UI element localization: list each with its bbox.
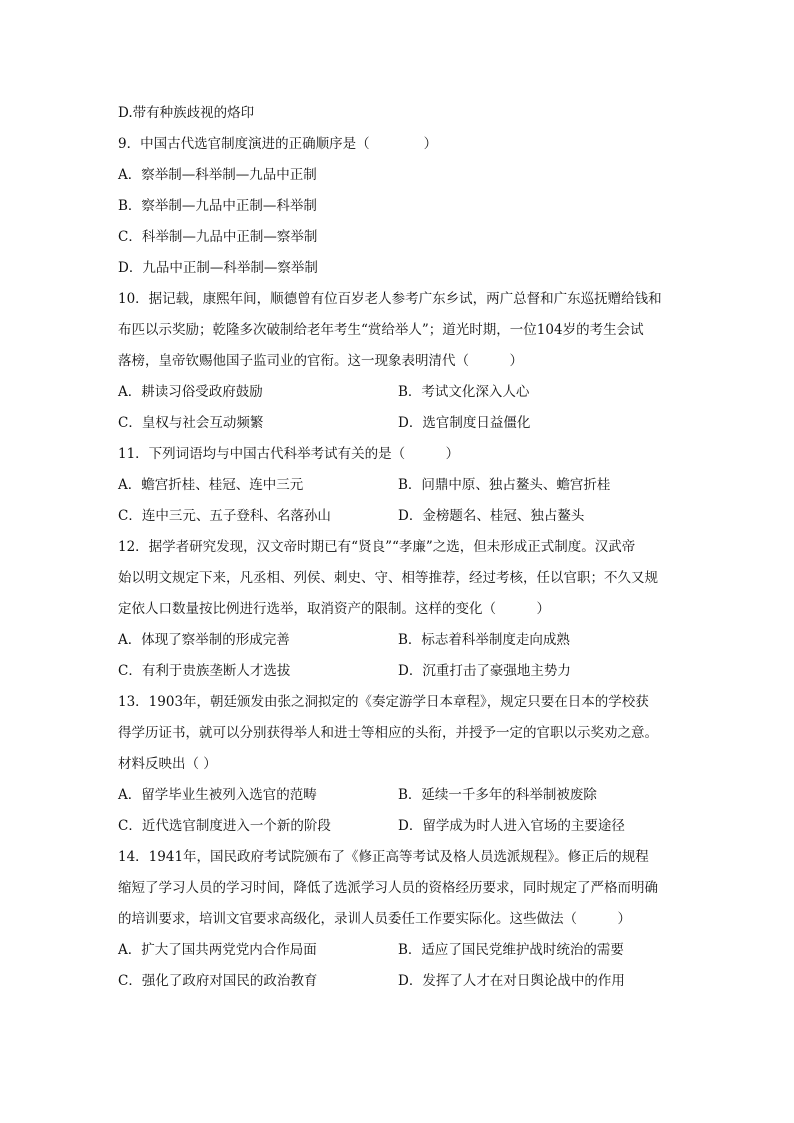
q13-options-row-1: [118, 780, 688, 811]
exam-page: [118, 98, 688, 997]
q10-option-c: C．皇权与社会互动频繁: [118, 415, 264, 431]
q13-option-b: B．延续一千多年的科举制被废除: [398, 787, 597, 803]
q12-option-a: A．体现了察举制的形成完善: [118, 632, 290, 648]
q14-stem-line-2: 缩短了学习人员的学习时间，降低了选派学习人员的资格经历要求，同时规定了严格而明确: [118, 880, 658, 896]
q10-option-b: B．考试文化深入人心: [398, 384, 530, 400]
q8-option-d: D.带有种族歧视的烙印: [118, 105, 255, 121]
q11-options-row-2: [118, 501, 688, 532]
q14-options-row-1: [118, 935, 688, 966]
q11-option-b: B．问鼎中原、独占鳌头、蟾宫折桂: [398, 477, 611, 493]
q9-stem: 9．中国古代选官制度演进的正确顺序是（ ）: [118, 136, 438, 152]
q14-stem-line-1: 14．1941年，国民政府考试院颁布了《修正高等考试及格人员选派规程》。修正后的规程: [118, 849, 649, 865]
q9-option-a: A．察举制—科举制—九品中正制: [118, 167, 317, 183]
q10-option-d: D．选官制度日益僵化: [398, 415, 531, 431]
q13-option-c: C．近代选官制度进入一个新的阶段: [118, 818, 331, 834]
q11-stem: 11．下列词语均与中国古代科举考试有关的是（ ）: [118, 446, 460, 462]
q10-options-row-1: [118, 377, 688, 408]
q14-option-d: D．发挥了人才在对日舆论战中的作用: [398, 973, 625, 989]
q12-option-b: B．标志着科举制度走向成熟: [398, 632, 570, 648]
q10-stem-line-1: 10．据记载，康熙年间，顺德曾有位百岁老人参考广东乡试，两广总督和广东巡抚赠给钱和: [118, 291, 662, 307]
q10-stem-line-2: 布匹以示奖励；乾隆多次破制给老年考生“赏给举人”；道光时期，一位104岁的考生会试: [118, 322, 644, 338]
q13-stem-line-1: 13．1903年，朝廷颁发由张之洞拟定的《奏定游学日本章程》，规定只要在日本的学校获: [118, 694, 649, 710]
q14-stem-line-3: 的培训要求，培训文官要求高级化，录训人员委任工作要实际化。这些做法（ ）: [118, 911, 631, 927]
q11-options-row-1: [118, 470, 688, 501]
q9-option-b: B．察举制—九品中正制—科举制: [118, 198, 317, 214]
q14-options-row-2: [118, 966, 688, 997]
q10-option-a: A．耕读习俗受政府鼓励: [118, 384, 263, 400]
q12-options-row-1: [118, 625, 688, 656]
q9-option-d: D．九品中正制—科举制—察举制: [118, 260, 318, 276]
q10-stem-line-3: 落榜，皇帝钦赐他国子监司业的官衔。这一现象表明清代（ ）: [118, 353, 523, 369]
q14-option-a: A．扩大了国共两党党内合作局面: [118, 942, 317, 958]
q13-option-a: A．留学毕业生被列入选官的范畴: [118, 787, 317, 803]
q10-options-row-2: [118, 408, 688, 439]
q12-options-row-2: [118, 656, 688, 687]
q11-option-c: C．连中三元、五子登科、名落孙山: [118, 508, 331, 524]
q12-stem-line-3: 定依人口数量按比例进行选举，取消资产的限制。这样的变化（ ）: [118, 601, 550, 617]
q11-option-d: D．金榜题名、桂冠、独占鳌头: [398, 508, 585, 524]
q14-option-b: B．适应了国民党维护战时统治的需要: [398, 942, 624, 958]
q13-options-row-2: [118, 811, 688, 842]
q13-stem-line-3: 材料反映出（ ）: [118, 756, 217, 772]
q13-option-d: D．留学成为时人进入官场的主要途径: [398, 818, 625, 834]
q13-stem-line-2: 得学历证书，就可以分别获得举人和进士等相应的头衔，并授予一定的官职以示奖劝之意。: [118, 725, 658, 741]
q12-option-d: D．沉重打击了豪强地主势力: [398, 663, 571, 679]
q9-option-c: C．科举制—九品中正制—察举制: [118, 229, 318, 245]
q12-stem-line-2: 始以明文规定下来，凡丞相、列侯、刺史、守、相等推荐，经过考核，任以官职；不久又规: [118, 570, 658, 586]
q14-option-c: C．强化了政府对国民的政治教育: [118, 973, 318, 989]
q12-option-c: C．有利于贵族垄断人才选拔: [118, 663, 291, 679]
q12-stem-line-1: 12．据学者研究发现，汉文帝时期已有“贤良”“孝廉”之选，但未形成正式制度。汉武帝: [118, 539, 636, 555]
q11-option-a: A．蟾宫折桂、桂冠、连中三元: [118, 477, 304, 493]
